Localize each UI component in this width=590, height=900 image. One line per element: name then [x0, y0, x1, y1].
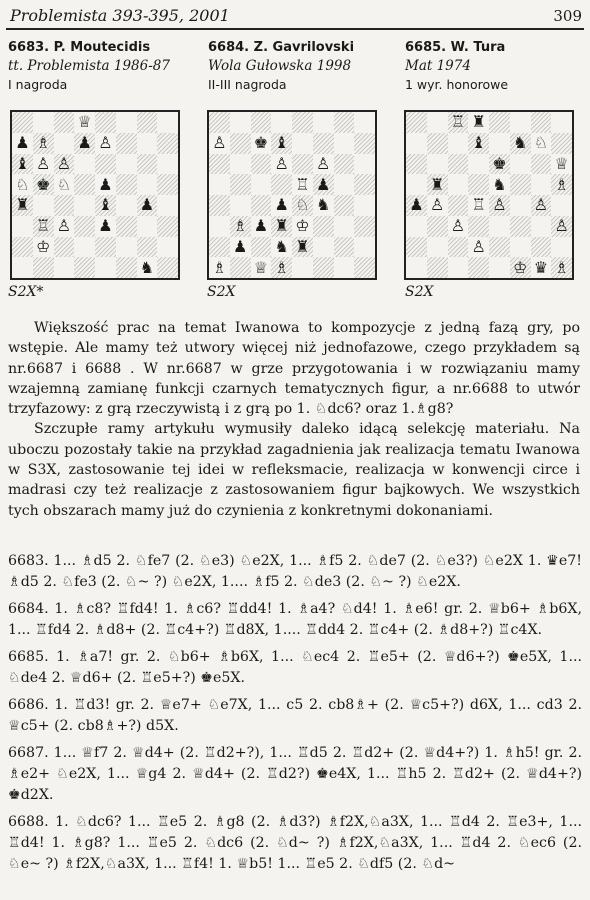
square-h3: [354, 216, 375, 237]
square-b2: [230, 237, 251, 258]
square-h5: [354, 174, 375, 195]
square-c1: [448, 257, 469, 278]
square-f6: [313, 154, 334, 175]
square-e5: [292, 174, 313, 195]
square-b8: [33, 112, 54, 133]
square-e5: [489, 174, 510, 195]
square-b4: [33, 195, 54, 216]
square-f1: [116, 257, 137, 278]
chess-piece-c6: ♙: [56, 153, 72, 173]
square-g3: [334, 216, 355, 237]
square-d7: [74, 133, 95, 154]
square-f7: [313, 133, 334, 154]
square-d3: [271, 216, 292, 237]
square-b8: [427, 112, 448, 133]
square-g1: [531, 257, 552, 278]
square-g7: [137, 133, 158, 154]
square-h3: [157, 216, 178, 237]
chess-piece-e7: ♙: [98, 133, 113, 153]
problem-author: 6684. Z. Gavrilovski: [208, 40, 355, 55]
square-e7: [292, 133, 313, 154]
square-d5: [74, 174, 95, 195]
square-g6: [137, 154, 158, 175]
square-a6: [209, 154, 230, 175]
square-c5: [54, 174, 75, 195]
square-d2: [468, 237, 489, 258]
solution-6686: 6686. 1. ♖d3! gr. 2. ♕e7+ ♘e7X, 1... c5 2. cb8♗+ (2. ♕c5+?) d6X, 1... cd3 2. ♕c5+ (2. cb8♗+?) d5X.: [8, 697, 582, 734]
chess-piece-e3: ♔: [295, 216, 310, 236]
square-b3: [230, 216, 251, 237]
square-d1: [271, 257, 292, 278]
square-c2: [54, 237, 75, 258]
square-d7: [271, 133, 292, 154]
square-c8: [448, 112, 469, 133]
square-a2: [209, 237, 230, 258]
chess-piece-h3: ♙: [554, 216, 569, 236]
square-e3: [95, 216, 116, 237]
square-c3: [448, 216, 469, 237]
square-g8: [137, 112, 158, 133]
square-h8: [551, 112, 572, 133]
square-f4: [510, 195, 531, 216]
square-d6: [468, 154, 489, 175]
square-b3: [427, 216, 448, 237]
chess-piece-e2: ♜: [295, 236, 310, 256]
square-d8: [468, 112, 489, 133]
stipulation-6683: S2X*: [8, 284, 44, 300]
solution-6685: 6685. 1. ♗a7! gr. 2. ♘b6+ ♗b6X, 1... ♘ec4 2. ♖e5+ (2. ♕d6+?) ♚e5X, 1... ♘de4 2. ♕d6+ (2. ♖e5+?) ♚e5X.: [8, 649, 582, 686]
chess-piece-b2: ♔: [35, 236, 51, 256]
chess-piece-d2: ♞: [274, 236, 289, 256]
square-d4: [468, 195, 489, 216]
square-b6: [427, 154, 448, 175]
chess-piece-b3: ♗: [232, 216, 248, 236]
chess-piece-b2: ♟: [232, 236, 248, 256]
square-a1: [209, 257, 230, 278]
square-e2: [489, 237, 510, 258]
chess-piece-e6: ♚: [492, 153, 507, 173]
square-h8: [354, 112, 375, 133]
chess-piece-a6: ♝: [15, 153, 30, 173]
square-a2: [406, 237, 427, 258]
square-h6: [551, 154, 572, 175]
square-f2: [313, 237, 334, 258]
article-body: [8, 318, 580, 521]
square-e1: [95, 257, 116, 278]
square-a4: [406, 195, 427, 216]
square-b5: [33, 174, 54, 195]
square-h6: [157, 154, 178, 175]
square-f2: [116, 237, 137, 258]
running-header: [10, 4, 582, 30]
square-d5: [468, 174, 489, 195]
square-d8: [271, 112, 292, 133]
square-a3: [406, 216, 427, 237]
square-h3: [551, 216, 572, 237]
square-d7: [468, 133, 489, 154]
square-h7: [551, 133, 572, 154]
square-h2: [354, 237, 375, 258]
chess-piece-d3: ♜: [274, 216, 289, 236]
square-d6: [271, 154, 292, 175]
square-b2: [427, 237, 448, 258]
square-g2: [137, 237, 158, 258]
square-d1: [468, 257, 489, 278]
problem-award: 1 wyr. honorowe: [405, 77, 509, 92]
chess-piece-b5: ♜: [429, 174, 445, 194]
chess-piece-d8: ♜: [471, 112, 486, 132]
square-e2: [292, 237, 313, 258]
square-f7: [116, 133, 137, 154]
chess-piece-c5: ♘: [56, 174, 72, 194]
square-a4: [12, 195, 33, 216]
chess-piece-h5: ♗: [554, 174, 569, 194]
square-a8: [12, 112, 33, 133]
chess-piece-h1: ♗: [554, 257, 569, 277]
square-c4: [251, 195, 272, 216]
square-e6: [489, 154, 510, 175]
square-f3: [313, 216, 334, 237]
problem-source: Wola Gułowska 1998: [208, 58, 352, 74]
square-a6: [406, 154, 427, 175]
square-f5: [313, 174, 334, 195]
square-h1: [551, 257, 572, 278]
square-g5: [531, 174, 552, 195]
square-c8: [54, 112, 75, 133]
chess-piece-b4: ♙: [429, 195, 445, 215]
chess-piece-g4: ♟: [139, 195, 155, 215]
square-b6: [33, 154, 54, 175]
square-g7: [531, 133, 552, 154]
stipulation-6684: S2X: [207, 284, 236, 300]
square-b7: [33, 133, 54, 154]
square-h2: [157, 237, 178, 258]
problem-6683-heading: [8, 40, 193, 95]
problem-source: Mat 1974: [405, 58, 471, 74]
square-c5: [448, 174, 469, 195]
square-f7: [510, 133, 531, 154]
chess-piece-g1: ♞: [139, 257, 155, 277]
square-g1: [334, 257, 355, 278]
body-paragraph: Większość prac na temat Iwanowa to kompozycje z jedną fazą gry, po wstępie. Ale mamy też utwory więcej niż jednofazowe, czego przykładem są nr.6687 i 6688 . W nr.6687 w grze przygotowania i w rozwiązaniu mamy wzajemną zamianę funkcji czarnych tematycznych figur, a nr.6688 to utwór trzyfazowy: z grą rzeczywistą i z grą po 1. ♘dc6? oraz 1.♗g8?: [8, 320, 580, 418]
square-h6: [354, 154, 375, 175]
square-c7: [448, 133, 469, 154]
square-a6: [12, 154, 33, 175]
square-h7: [157, 133, 178, 154]
chess-piece-a7: ♟: [15, 133, 30, 153]
square-g2: [531, 237, 552, 258]
solution-6688: 6688. 1. ♘dc6? 1... ♖e5 2. ♗g8 (2. ♗d3?) ♗f2X,♘a3X, 1... ♖d4 2. ♖e3+, 1... ♖d4! 1. ♗g8? 1... ♖e5 2. ♘dc6 (2. ♘d~ ?) ♗f2X,♘a3X, 1... ♖d4 2. ♘ec6 (2. ♘e~ ?) ♗f2X,♘a3X, 1... ♖f4! 1. ♕b5! 1... ♖e5 2. ♘df5 (2. ♘d~: [8, 814, 582, 872]
square-a1: [406, 257, 427, 278]
square-a3: [12, 216, 33, 237]
square-b7: [230, 133, 251, 154]
square-b1: [427, 257, 448, 278]
square-f2: [510, 237, 531, 258]
solutions-section: [8, 551, 582, 881]
chess-piece-b3: ♖: [35, 216, 51, 236]
square-d8: [74, 112, 95, 133]
square-f4: [116, 195, 137, 216]
square-g4: [137, 195, 158, 216]
chess-piece-b7: ♗: [35, 133, 51, 153]
square-a7: [209, 133, 230, 154]
square-a7: [12, 133, 33, 154]
square-h2: [551, 237, 572, 258]
square-d3: [74, 216, 95, 237]
square-e4: [95, 195, 116, 216]
chess-piece-d4: ♖: [471, 195, 486, 215]
square-b4: [230, 195, 251, 216]
chess-piece-d6: ♙: [274, 153, 289, 173]
square-c3: [54, 216, 75, 237]
square-g5: [334, 174, 355, 195]
chess-piece-d7: ♝: [471, 133, 486, 153]
chess-piece-e3: ♟: [98, 216, 113, 236]
square-g5: [137, 174, 158, 195]
chess-piece-f7: ♞: [512, 133, 528, 153]
square-b1: [33, 257, 54, 278]
chess-piece-f1: ♔: [512, 257, 528, 277]
square-c6: [448, 154, 469, 175]
chess-piece-e4: ♘: [295, 195, 310, 215]
chess-diagram-6684: [207, 110, 377, 280]
square-e8: [489, 112, 510, 133]
square-g8: [531, 112, 552, 133]
square-a5: [209, 174, 230, 195]
square-h4: [157, 195, 178, 216]
problem-source: tt. Problemista 1986-87: [8, 58, 170, 74]
square-f8: [510, 112, 531, 133]
square-h4: [551, 195, 572, 216]
square-d2: [74, 237, 95, 258]
square-b4: [427, 195, 448, 216]
chess-piece-e5: ♟: [98, 174, 113, 194]
square-a8: [209, 112, 230, 133]
header-rule: [6, 28, 584, 30]
square-e3: [292, 216, 313, 237]
body-paragraph: Szczupłe ramy artykułu wymusiły daleko idącą selekcję materiału. Na uboczu pozostały takie na przykład zagadnienia jak realizacja tematu Iwanowa w S3X, zastosowanie tej idei w refleksmacie, realizacja w konwencji circe i madrasi czy też realizacje z zastosowaniem figur bajkowych. We wszystkich tych obszarach mamy już do czynienia z konkretnymi dokonaniami.: [8, 421, 580, 519]
square-e6: [292, 154, 313, 175]
square-c1: [54, 257, 75, 278]
square-h8: [157, 112, 178, 133]
square-f4: [313, 195, 334, 216]
chess-piece-b5: ♚: [35, 174, 51, 194]
chess-piece-f4: ♞: [315, 195, 331, 215]
chess-piece-g1: ♛: [533, 257, 549, 277]
square-h1: [354, 257, 375, 278]
square-f1: [510, 257, 531, 278]
chess-piece-e5: ♞: [492, 174, 507, 194]
square-e8: [292, 112, 313, 133]
chess-piece-f6: ♙: [315, 153, 331, 173]
square-e8: [95, 112, 116, 133]
chess-piece-b6: ♙: [35, 153, 51, 173]
square-b8: [230, 112, 251, 133]
chess-piece-c3: ♙: [450, 216, 466, 236]
square-a5: [406, 174, 427, 195]
stipulation-6685: S2X: [405, 284, 434, 300]
chess-piece-c1: ♕: [253, 257, 269, 277]
square-f6: [116, 154, 137, 175]
chess-piece-c8: ♖: [450, 112, 466, 132]
square-g4: [334, 195, 355, 216]
square-d4: [271, 195, 292, 216]
square-c1: [251, 257, 272, 278]
square-g1: [137, 257, 158, 278]
square-b3: [33, 216, 54, 237]
chess-diagram-6685: [404, 110, 574, 280]
solution-6683: 6683. 1... ♗d5 2. ♘fe7 (2. ♘e3) ♘e2X, 1... ♗f5 2. ♘de7 (2. ♘e3?) ♘e2X 1. ♛e7! ♗d5 2. ♘fe3 (2. ♘~ ?) ♘e2X, 1.... ♗f5 2. ♘de3 (2. ♘~ ?) ♘e2X.: [8, 553, 582, 590]
square-g6: [531, 154, 552, 175]
square-e1: [292, 257, 313, 278]
square-h5: [551, 174, 572, 195]
square-a2: [12, 237, 33, 258]
square-b2: [33, 237, 54, 258]
problem-author: 6683. P. Moutecidis: [8, 40, 151, 55]
solution-6687: 6687. 1... ♕f7 2. ♕d4+ (2. ♖d2+?), 1... ♖d5 2. ♖d2+ (2. ♕d4+?) 1. ♗h5! gr. 2. ♗e2+ ♘e2X, 1... ♕g4 2. ♕d4+ (2. ♖d2?) ♚e4X, 1... ♖h5 2. ♖d2+ (2. ♕d4+?) ♚d2X.: [8, 745, 582, 803]
square-e4: [292, 195, 313, 216]
square-b5: [427, 174, 448, 195]
square-e7: [489, 133, 510, 154]
square-e6: [95, 154, 116, 175]
chess-piece-g7: ♘: [533, 133, 549, 153]
chess-piece-d8: ♕: [77, 112, 92, 132]
square-c5: [251, 174, 272, 195]
chess-piece-c3: ♙: [56, 216, 72, 236]
problem-6685-heading: [405, 40, 590, 95]
square-e7: [95, 133, 116, 154]
chess-piece-d1: ♗: [274, 257, 289, 277]
square-f3: [116, 216, 137, 237]
square-a5: [12, 174, 33, 195]
square-f5: [116, 174, 137, 195]
square-d3: [468, 216, 489, 237]
chess-piece-d7: ♟: [77, 133, 92, 153]
square-c7: [251, 133, 272, 154]
square-g6: [334, 154, 355, 175]
square-f6: [510, 154, 531, 175]
square-e1: [489, 257, 510, 278]
square-h5: [157, 174, 178, 195]
square-e3: [489, 216, 510, 237]
square-c7: [54, 133, 75, 154]
square-c6: [54, 154, 75, 175]
square-c2: [448, 237, 469, 258]
solution-6684: 6684. 1. ♗c8? ♖fd4! 1. ♗c6? ♖dd4! 1. ♗a4? ♘d4! 1. ♗e6! gr. 2. ♕b6+ ♗b6X, 1... ♖fd4 2. ♗d8+ (2. ♖c4+?) ♖d8X, 1.... ♖dd4 2. ♖c4+ (2. ♗d8+?) ♖c4X.: [8, 601, 582, 638]
square-f3: [510, 216, 531, 237]
chess-piece-h6: ♕: [554, 153, 569, 173]
square-b5: [230, 174, 251, 195]
square-f8: [313, 112, 334, 133]
chess-diagram-6683: [10, 110, 180, 280]
square-d1: [74, 257, 95, 278]
square-c4: [448, 195, 469, 216]
chess-piece-c3: ♟: [253, 216, 269, 236]
square-f8: [116, 112, 137, 133]
problem-award: II-III nagroda: [208, 77, 287, 92]
square-b7: [427, 133, 448, 154]
chess-piece-a1: ♗: [212, 257, 227, 277]
chess-piece-d4: ♟: [274, 195, 289, 215]
square-g2: [334, 237, 355, 258]
square-h1: [157, 257, 178, 278]
square-c2: [251, 237, 272, 258]
square-a3: [209, 216, 230, 237]
square-g7: [334, 133, 355, 154]
square-c8: [251, 112, 272, 133]
chess-piece-e4: ♙: [492, 195, 507, 215]
chess-piece-f5: ♟: [315, 174, 331, 194]
square-c6: [251, 154, 272, 175]
problem-award: I nagroda: [8, 77, 68, 92]
square-f1: [313, 257, 334, 278]
square-d4: [74, 195, 95, 216]
square-e5: [95, 174, 116, 195]
square-g4: [531, 195, 552, 216]
chess-piece-e4: ♝: [98, 195, 113, 215]
square-b1: [230, 257, 251, 278]
chess-piece-d7: ♝: [274, 133, 289, 153]
square-e4: [489, 195, 510, 216]
chess-piece-a7: ♙: [212, 133, 227, 153]
square-g3: [531, 216, 552, 237]
chess-piece-c7: ♚: [253, 133, 269, 153]
square-e2: [95, 237, 116, 258]
square-f5: [510, 174, 531, 195]
problem-author: 6685. W. Tura: [405, 40, 506, 55]
chess-piece-g4: ♙: [533, 195, 549, 215]
square-c4: [54, 195, 75, 216]
chess-piece-d2: ♙: [471, 236, 486, 256]
journal-title: Problemista 393-395, 2001: [10, 6, 230, 25]
square-h4: [354, 195, 375, 216]
square-g3: [137, 216, 158, 237]
square-g8: [334, 112, 355, 133]
chess-piece-a5: ♘: [15, 174, 30, 194]
chess-piece-a4: ♟: [409, 195, 424, 215]
square-a8: [406, 112, 427, 133]
page-number: 309: [553, 7, 582, 25]
chess-piece-e5: ♖: [295, 174, 310, 194]
square-c3: [251, 216, 272, 237]
chess-piece-a4: ♜: [15, 195, 30, 215]
square-d5: [271, 174, 292, 195]
square-h7: [354, 133, 375, 154]
square-d2: [271, 237, 292, 258]
square-a7: [406, 133, 427, 154]
square-a4: [209, 195, 230, 216]
square-b6: [230, 154, 251, 175]
problem-6684-heading: [208, 40, 393, 95]
square-d6: [74, 154, 95, 175]
square-a1: [12, 257, 33, 278]
